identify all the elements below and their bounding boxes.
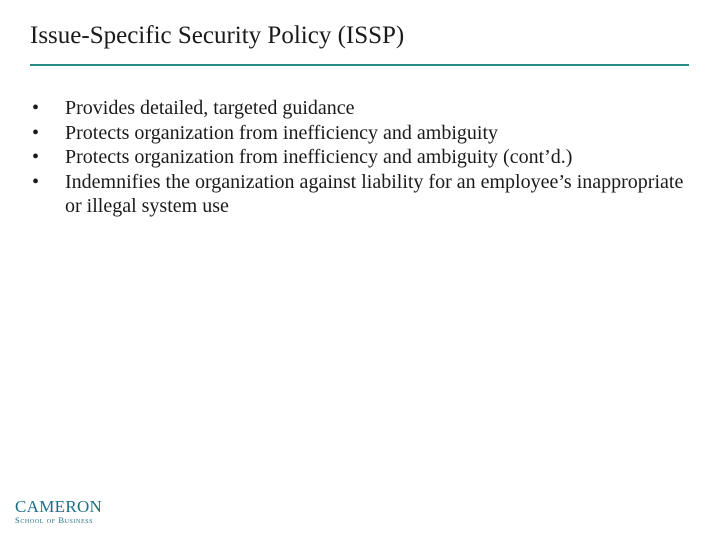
bullet-list [30,96,690,219]
bullet-marker: • [32,146,40,168]
bullet-marker: • [32,97,40,119]
bullet-text: Protects organization from inefficiency and ambiguity (cont’d.) [65,146,573,168]
slide-title: Issue-Specific Security Policy (ISSP) [30,22,405,49]
bullet-marker: • [32,170,40,193]
title-divider [30,64,689,66]
logo-wordmark: CAMERON [15,497,103,516]
bullet-marker: • [32,121,40,144]
bullet-text: Protects organization from inefficiency and ambiguity [65,121,499,144]
bullet-item [30,145,690,170]
bullet-item [30,121,690,146]
bullet-text: Indemnifies the organization against liability for an employee’s inappropriate or illegal system use [65,170,684,217]
logo-subtitle: School of Business [15,515,94,525]
bullet-text: Provides detailed, targeted guidance [65,97,355,119]
cameron-logo [15,498,105,526]
bullet-item [30,96,690,121]
bullet-item [30,170,690,219]
